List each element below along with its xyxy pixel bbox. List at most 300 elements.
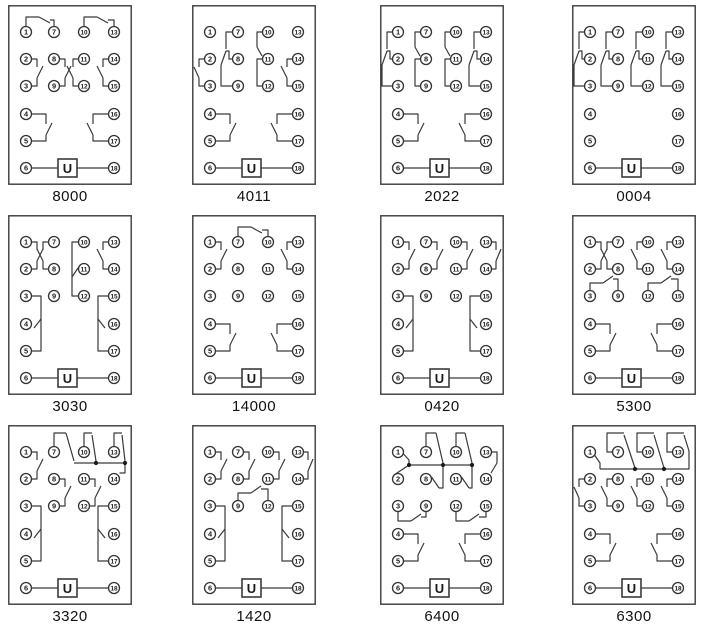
terminal-4-number: 4 [207,319,213,329]
wire [601,51,606,65]
wire [606,51,613,59]
panel-label: 1420 [236,608,272,625]
terminal-1-number: 1 [587,447,593,457]
wire [596,324,611,334]
panel-label: 3030 [52,398,88,415]
terminal-17-number: 17 [674,138,682,146]
wire [93,114,109,124]
terminal-3-number: 3 [207,501,213,511]
coil-label: U [246,161,257,176]
wire [445,47,450,56]
wire [596,534,611,544]
terminal-8-number: 8 [615,264,621,274]
terminal-7-number: 7 [423,447,429,457]
wire [282,529,289,538]
panel-label: 6400 [424,608,460,625]
terminal-17-number: 17 [482,558,490,566]
wire [462,261,468,269]
wire [661,65,673,86]
terminal-8-number: 8 [615,54,621,64]
terminal-16-number: 16 [110,531,118,539]
wire [277,324,293,334]
terminal-17-number: 17 [110,348,118,356]
wire [387,51,393,59]
wire [574,65,585,86]
terminal-8-number: 8 [423,474,429,484]
wire [491,463,497,473]
wire [684,435,689,451]
wire [667,498,673,506]
terminal-16-number: 16 [482,111,490,119]
wire [308,459,313,471]
wire [479,512,486,518]
wire [251,227,262,233]
junction-dot [123,461,127,465]
coil-label: U [434,161,445,176]
terminal-14-number: 14 [482,476,490,484]
wire [32,506,42,561]
wire [465,555,481,561]
wiring-diagram-2022 [380,5,504,185]
wire [411,514,421,521]
relay-panel-0420 [380,215,504,415]
terminal-18-number: 18 [674,585,682,593]
terminal-14-number: 14 [674,476,682,484]
terminal-5-number: 5 [207,136,213,146]
terminal-6-number: 6 [207,373,213,383]
relay-panel-0004 [572,5,696,205]
wire [98,506,109,561]
wire [624,435,635,468]
wiring-diagram-8000 [8,5,132,185]
wire [39,17,50,23]
wiring-diagram-6400 [380,425,504,605]
wire [492,452,498,463]
terminal-18-number: 18 [110,165,118,173]
terminal-15-number: 15 [294,83,302,91]
coil-label: U [246,371,257,386]
terminal-2-number: 2 [395,264,401,274]
panel-label: 14000 [231,398,277,415]
terminal-5-number: 5 [587,556,593,566]
wire [277,114,293,124]
terminal-9-number: 9 [423,501,429,511]
wire [637,479,643,487]
terminal-12-number: 12 [452,83,460,91]
terminal-10-number: 10 [264,449,272,457]
wire [199,59,205,67]
terminal-7-number: 7 [615,237,621,247]
terminal-1-number: 1 [23,237,29,247]
wire [84,17,97,27]
wire [194,67,199,78]
terminal-14-number: 14 [110,266,118,274]
terminal-18-number: 18 [482,165,490,173]
terminal-11-number: 11 [264,476,272,484]
terminal-15-number: 15 [674,83,682,91]
terminal-2-number: 2 [23,54,29,64]
relay-panel-6400 [380,425,504,625]
wire [666,51,673,59]
junction-dot [470,463,474,467]
wire [251,486,261,493]
panel-label: 4011 [236,188,272,205]
wire [456,512,469,522]
wire [244,452,250,460]
terminal-17-number: 17 [482,348,490,356]
wire [418,123,424,135]
wire [287,242,293,250]
terminal-10-number: 10 [80,29,88,37]
terminal-3-number: 3 [395,81,401,91]
panel-label: 5300 [616,398,652,415]
terminal-16-number: 16 [294,111,302,119]
terminal-16-number: 16 [294,531,302,539]
terminal-13-number: 13 [482,449,490,457]
wire [459,543,465,555]
wire [667,261,673,269]
coil-label: U [62,161,73,176]
wire [34,529,41,538]
coil-label: U [434,581,445,596]
wire [657,345,673,351]
panel-label: 0420 [424,398,460,415]
panel-label: 8000 [52,188,88,205]
terminal-5-number: 5 [23,556,29,566]
wire [603,276,613,283]
terminal-14-number: 14 [294,266,302,274]
wire [226,51,233,59]
wire [409,249,415,261]
terminal-5-number: 5 [23,136,29,146]
terminal-1-number: 1 [395,27,401,37]
terminal-11-number: 11 [80,476,88,484]
terminal-2-number: 2 [395,54,401,64]
coil-label: U [434,371,445,386]
wire [287,59,293,67]
terminal-7-number: 7 [615,447,621,457]
wire [601,486,607,498]
wire [667,479,673,487]
wire [465,433,472,463]
relay-panel-1420 [192,425,316,625]
wire [46,123,52,135]
wire [50,20,54,27]
terminal-14-number: 14 [674,56,682,64]
wire [613,279,618,291]
terminal-1-number: 1 [395,237,401,247]
wire [637,242,643,250]
wire [415,47,420,56]
terminal-6-number: 6 [587,373,593,383]
wire [32,242,38,250]
terminal-14-number: 14 [482,266,490,274]
wire [404,261,410,269]
wire [261,489,268,501]
terminal-8-number: 8 [51,54,57,64]
terminal-16-number: 16 [674,111,682,119]
wire [469,465,472,488]
terminal-9-number: 9 [423,81,429,91]
terminal-17-number: 17 [294,558,302,566]
relay-panel-5300 [572,215,696,415]
wire [606,32,613,49]
terminal-13-number: 13 [294,449,302,457]
wire [281,249,287,261]
wire [98,319,105,328]
terminal-1-number: 1 [23,27,29,37]
relay-panel-8000 [8,5,132,205]
wire [465,534,481,544]
terminal-7-number: 7 [51,447,57,457]
wire [199,78,205,86]
terminal-6-number: 6 [587,583,593,593]
wire [657,555,673,561]
wire [439,465,443,488]
wire [595,455,601,469]
terminal-7-number: 7 [615,27,621,37]
wire [32,114,47,124]
wire [436,433,443,463]
terminal-9-number: 9 [615,81,621,91]
wire [654,435,664,468]
wire [32,59,38,67]
wire [631,249,637,261]
terminal-18-number: 18 [294,375,302,383]
wire [216,242,222,250]
wire [238,227,251,237]
relay-panel-6300 [572,425,696,625]
wire [73,59,79,67]
wire [671,279,678,291]
terminal-4-number: 4 [23,109,29,119]
terminal-9-number: 9 [235,81,241,91]
terminal-15-number: 15 [110,293,118,301]
wire [216,324,231,334]
relay-panel-4011 [192,5,316,205]
wire [601,65,613,86]
terminal-10-number: 10 [80,239,88,247]
wiring-diagram-3030 [8,215,132,395]
terminal-5-number: 5 [587,346,593,356]
terminal-16-number: 16 [674,531,682,539]
terminal-13-number: 13 [674,29,682,37]
terminal-14-number: 14 [110,476,118,484]
wire [432,242,438,250]
wire [496,249,501,261]
terminal-15-number: 15 [674,503,682,511]
wire [84,433,92,447]
wire [610,333,616,345]
wire [445,59,451,86]
wiring-diagram-0420 [380,215,504,395]
wire [221,51,226,65]
wiring-diagram-14000 [192,215,316,395]
terminal-8-number: 8 [51,264,57,274]
terminal-17-number: 17 [482,138,490,146]
wire [406,319,413,328]
wire [277,345,293,351]
wire [398,512,411,522]
wire [257,32,263,47]
terminal-17-number: 17 [294,348,302,356]
terminal-17-number: 17 [674,558,682,566]
terminal-17-number: 17 [110,558,118,566]
terminal-18-number: 18 [674,165,682,173]
wire [98,296,109,351]
wire [257,47,262,56]
terminal-2-number: 2 [395,474,401,484]
coil-label: U [626,581,637,596]
wire [636,32,643,49]
wire [262,230,268,237]
wire [103,78,109,86]
wire [404,555,419,561]
terminal-16-number: 16 [294,321,302,329]
wire [596,345,611,351]
panel-label: 0004 [616,188,652,205]
relay-panel-2022 [380,5,504,205]
junction-dot [662,467,666,471]
panel-label: 3320 [52,608,88,625]
terminal-1-number: 1 [23,447,29,457]
wire [661,486,667,498]
terminal-18-number: 18 [482,585,490,593]
terminal-13-number: 13 [674,449,682,457]
wire [661,276,671,283]
terminal-9-number: 9 [51,501,57,511]
wire [596,242,602,250]
wire [404,135,419,141]
wire [596,261,602,269]
junction-dot [94,461,98,465]
terminal-4-number: 4 [395,529,401,539]
terminal-6-number: 6 [23,373,29,383]
wire [98,529,105,538]
terminal-12-number: 12 [264,503,272,511]
terminal-4-number: 4 [587,529,593,539]
terminal-8-number: 8 [423,54,429,64]
wire [426,433,436,447]
wire [474,51,481,59]
wire [456,433,465,447]
relay-panel-3320 [8,425,132,625]
wire [60,479,66,487]
wire [579,479,585,487]
wire [32,296,42,351]
wire [574,51,579,65]
wire [382,65,393,86]
terminal-14-number: 14 [482,56,490,64]
terminal-13-number: 13 [294,29,302,37]
wire [90,498,96,506]
terminal-8-number: 8 [235,474,241,484]
wire [87,123,93,135]
terminal-5-number: 5 [395,346,401,356]
wiring-diagram-5300 [572,215,696,395]
terminal-4-number: 4 [23,319,29,329]
wire [32,135,47,141]
terminal-10-number: 10 [644,239,652,247]
wire [607,261,613,269]
wire [474,32,481,49]
terminal-4-number: 4 [207,109,213,119]
wire [32,78,38,86]
wire [404,242,410,250]
wire [216,261,222,269]
terminal-7-number: 7 [235,447,241,457]
wiring-diagram-6300 [572,425,696,605]
wire [469,65,481,86]
wire [462,477,470,488]
terminal-10-number: 10 [644,29,652,37]
terminal-9-number: 9 [615,501,621,511]
terminal-11-number: 11 [264,56,272,64]
terminal-15-number: 15 [674,293,682,301]
terminal-9-number: 9 [51,291,57,301]
junction-dot [633,467,637,471]
wire [596,555,611,561]
wire [218,529,225,538]
terminal-14-number: 14 [110,56,118,64]
terminal-14-number: 14 [674,266,682,274]
wire [60,78,66,86]
relay-panel-3030 [8,215,132,415]
terminal-6-number: 6 [395,163,401,173]
wire [304,471,309,479]
terminal-12-number: 12 [80,83,88,91]
wire [95,486,101,498]
wire [271,123,277,135]
wire [249,459,255,471]
wire [274,452,280,460]
terminal-11-number: 11 [644,266,652,274]
wire [574,487,579,498]
wire [216,471,222,479]
terminal-5-number: 5 [395,136,401,146]
terminal-17-number: 17 [674,348,682,356]
panel-label: 6300 [616,608,652,625]
terminal-13-number: 13 [110,239,118,247]
wire [579,498,585,506]
wire [607,498,613,506]
wire [418,543,424,555]
wire [32,471,38,479]
wire [465,135,481,141]
terminal-18-number: 18 [294,585,302,593]
wire [469,51,474,65]
wiring-diagram-3320 [8,425,132,605]
terminal-11-number: 11 [264,266,272,274]
terminal-2-number: 2 [587,54,593,64]
terminal-6-number: 6 [23,583,29,593]
wire [54,433,66,447]
terminal-9-number: 9 [423,291,429,301]
wire [32,261,38,269]
junction-dot [441,463,445,467]
terminal-12-number: 12 [80,293,88,301]
wire [287,78,293,86]
terminal-10-number: 10 [644,449,652,457]
wire [404,534,419,544]
terminal-2-number: 2 [207,264,213,274]
terminal-2-number: 2 [207,474,213,484]
wire [221,65,233,86]
wire [661,249,667,261]
terminal-11-number: 11 [80,266,88,274]
terminal-4-number: 4 [23,529,29,539]
terminal-9-number: 9 [235,501,241,511]
